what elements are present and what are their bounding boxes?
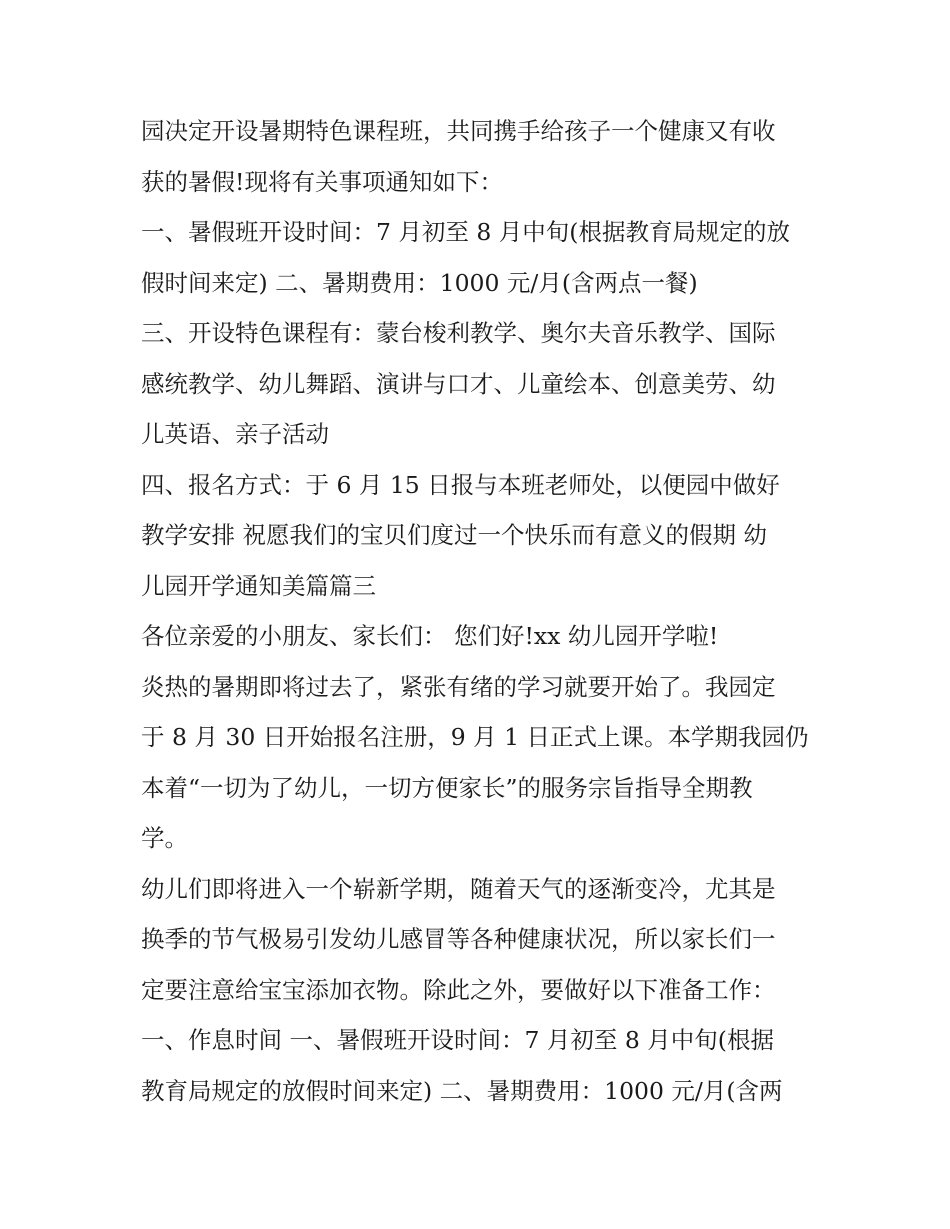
- text-line: 幼儿们即将进入一个崭新学期，随着天气的逐渐变冷，尤其是: [141, 874, 776, 903]
- text-line: 儿园开学通知美篇篇三: [141, 571, 376, 600]
- text-line: 定要注意给宝宝添加衣物。除此之外，要做好以下准备工作：: [141, 975, 776, 1004]
- text-line: 获的暑假!现将有关事项通知如下：: [141, 167, 503, 196]
- text-line: 园决定开设暑期特色课程班，共同携手给孩子一个健康又有收: [141, 117, 776, 145]
- text-line: 于 8 月 30 日开始报名注册，9 月 1 日正式上课。本学期我园仍: [141, 723, 809, 751]
- text-line: 四、报名方式：于 6 月 15 日报与本班老师处，以便园中做好: [141, 470, 780, 499]
- text-line: 各位亲爱的小朋友、家长们： 您们好!xx 幼儿园开学啦!: [141, 622, 719, 650]
- text-line: 炎热的暑期即将过去了，紧张有绪的学习就要开始了。我园定: [141, 672, 776, 701]
- text-line: 三、开设特色课程有：蒙台梭利教学、奥尔夫音乐教学、国际: [141, 319, 776, 347]
- text-line: 学。: [141, 824, 188, 852]
- text-line: 本着“一切为了幼儿，一切方便家长”的服务宗旨指导全期教: [141, 773, 753, 802]
- text-line: 假时间来定) 二、暑期费用：1000 元/月(含两点一餐): [141, 268, 698, 297]
- text-line: 一、作息时间 一、暑假班开设时间：7 月初至 8 月中旬(根据: [141, 1026, 774, 1054]
- text-line: 换季的节气极易引发幼儿感冒等各种健康状况，所以家长们一: [141, 925, 776, 953]
- text-line: 一、暑假班开设时间：7 月初至 8 月中旬(根据教育局规定的放: [141, 218, 790, 246]
- document-body: [141, 106, 831, 1116]
- text-line: 教育局规定的放假时间来定) 二、暑期费用：1000 元/月(含两: [141, 1076, 783, 1105]
- text-line: 儿英语、亲子活动: [141, 420, 329, 448]
- text-line: 感统教学、幼儿舞蹈、演讲与口才、儿童绘本、创意美劳、幼: [141, 369, 776, 398]
- text-line: 教学安排 祝愿我们的宝贝们度过一个快乐而有意义的假期 幼: [141, 521, 767, 549]
